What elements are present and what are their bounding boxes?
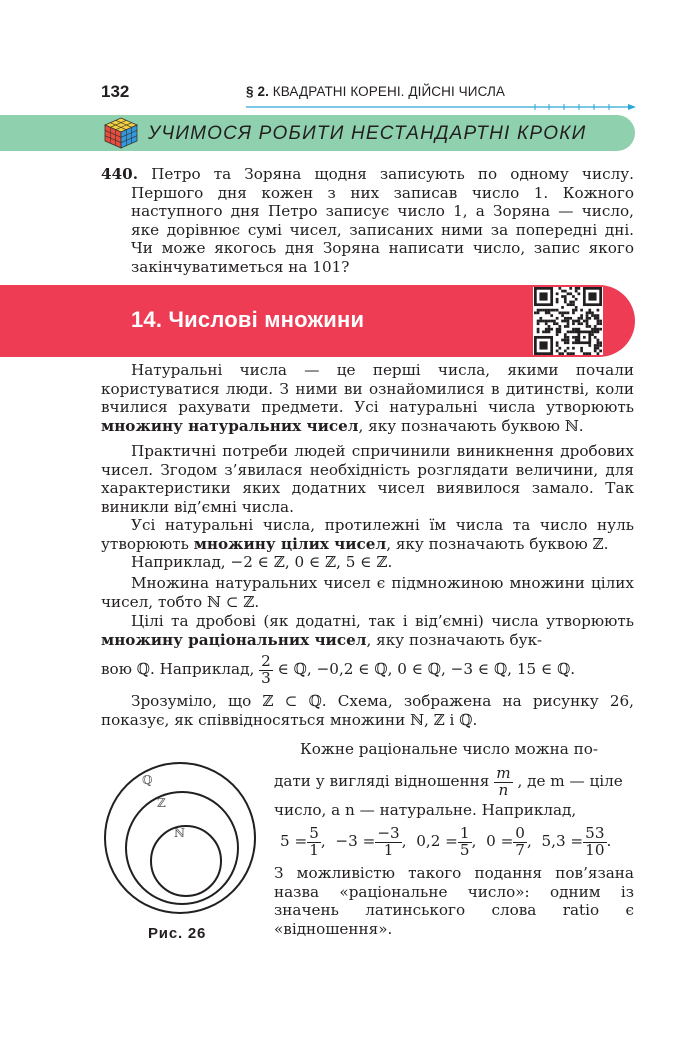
example-separator: . (606, 832, 612, 850)
fraction-denominator: 1 (383, 840, 394, 859)
label-z: ℤ (157, 796, 166, 810)
example-lhs: 5 = (280, 832, 308, 850)
problem-440 (101, 165, 634, 277)
natural-set-circle (151, 826, 221, 896)
rubiks-cube-icon (104, 117, 138, 149)
paragraph-subset: Множина натуральних чисел є підмножиною множини цілих чисел, тобто ℕ ⊂ ℤ. (101, 574, 634, 611)
header-arrow-rule (246, 104, 638, 112)
section-name: Числові множини (168, 307, 365, 332)
fraction-numerator: 53 (585, 823, 605, 842)
example-4 (486, 823, 532, 859)
term-rational-set: множину раціональних чисел (101, 630, 367, 649)
p3-text: Усі натуральні числа, протилежні їм числа та число нуль утворюють (101, 516, 634, 553)
p8-tail: , де m — ціле (517, 772, 623, 790)
section-title (131, 307, 364, 333)
integer-examples: Наприклад, −2 ∈ ℤ, 0 ∈ ℤ, 5 ∈ ℤ. (131, 553, 393, 571)
integer-set-circle (126, 792, 238, 904)
paragraph-scheme: Зрозуміло, що ℤ ⊂ ℚ. Схема, зображена на рисунку 26, показує, як співвідносяться множини ℕ, ℤ і ℚ. (101, 692, 634, 729)
section-number: 14. (131, 307, 163, 332)
example-fraction (583, 823, 606, 859)
example-fraction (307, 823, 321, 859)
example-lhs: 5,3 = (541, 832, 584, 850)
fraction-denominator: 1 (309, 840, 319, 859)
example-1 (280, 823, 326, 859)
p3-tail: , яку позначають буквою ℤ. (386, 534, 609, 553)
p6-tail: , яку позначають бук- (366, 630, 543, 649)
nested-sets-figure (100, 760, 260, 915)
example-lhs: −3 = (335, 832, 376, 850)
ratio-text: З можливістю такого подання пов’язана назва «раціональне число»: одним із значень латинського слова ratio є «відношення». (274, 864, 634, 938)
fraction-denominator: 10 (585, 840, 605, 859)
page-number: 132 (101, 82, 130, 101)
example-3 (416, 823, 477, 859)
example-separator: , (320, 832, 326, 850)
running-header-title: КВАДРАТНІ КОРЕНІ. ДІЙСНІ ЧИСЛА (272, 84, 506, 99)
fraction-numerator: 2 (261, 651, 271, 670)
fraction-two-thirds (259, 651, 273, 687)
example-fraction (375, 823, 401, 859)
problem-number: 440. (101, 165, 138, 183)
running-header (246, 84, 505, 99)
fraction-numerator: m (496, 763, 511, 782)
rational-representation-line2 (274, 762, 623, 800)
paragraph-rationals (101, 612, 634, 649)
fraction-denominator: n (498, 780, 509, 799)
example-fraction (513, 823, 527, 859)
example-5 (541, 823, 612, 859)
fraction-denominator: 3 (261, 668, 271, 687)
rational-representation-line3: число, а n — натуральне. Наприклад, (274, 801, 577, 819)
fraction-numerator: 5 (309, 823, 319, 842)
qr-code-icon (533, 287, 603, 355)
rational-examples (101, 649, 575, 689)
example-separator: , (401, 832, 407, 850)
problem-text: Петро та Зоряна щодня записують по одному числу. Першого дня кожен з них записав число 1. Кожного наступного дня Петро записує число 1, а Зоряна — число, яке дорівнює сумі чисел, записаних ними за попередні дні. Чи може якогось дня Зоряна написати число, запис якого закінчуватиметься на 101? (131, 165, 634, 276)
fraction-numerator: 1 (459, 823, 470, 842)
p8-lead: дати у вигляді відношення (274, 772, 490, 790)
example-lhs: 0,2 = (416, 832, 458, 850)
fraction-denominator: 5 (459, 840, 470, 859)
term-natural-set: множину натуральних чисел (101, 416, 359, 435)
paragraph-integers (101, 516, 634, 553)
fraction-m-over-n (494, 763, 512, 799)
example-separator: , (526, 832, 532, 850)
fraction-numerator: 0 (515, 823, 525, 842)
fraction-numerator: −3 (377, 823, 400, 842)
example-2 (335, 823, 407, 859)
paragraph-natural-numbers (101, 361, 634, 435)
paragraph-ratio (274, 864, 634, 938)
term-integer-set: множину цілих чисел (193, 534, 387, 553)
example-lhs: 0 = (486, 832, 514, 850)
paragraph-fractions: Практичні потреби людей спричинили виникнення дробових чисел. Згодом з’явилася необхідність розглядати величини, для характеристики яких додатних чисел виявилося замало. Так виникли від’ємні числа. (101, 442, 634, 516)
label-n: ℕ (174, 826, 185, 840)
p6-lead: вою ℚ. Наприклад, (101, 660, 255, 678)
section-mark: § 2. (246, 84, 269, 99)
p1-tail: , яку позначають буквою ℕ. (358, 416, 584, 435)
p6-text: Цілі та дробові (як додатні, так і від’ємні) числа утворюють (131, 612, 634, 630)
p1-text: Натуральні числа — це перші числа, якими почали користуватися люди. З ними ви ознайомилися в дитинстві, коли вчилися рахувати предмети. Усі натуральні числа утворюють (101, 361, 634, 417)
fraction-examples-row (280, 821, 611, 861)
fraction-denominator: 7 (515, 840, 525, 859)
figure-caption: Рис. 26 (148, 925, 207, 942)
qr-code[interactable] (533, 287, 603, 355)
example-separator: , (471, 832, 477, 850)
rational-representation-line1: Кожне раціональне число можна по- (300, 740, 599, 758)
example-fraction (458, 823, 472, 859)
banner-title: УЧИМОСЯ РОБИТИ НЕСТАНДАРТНІ КРОКИ (148, 123, 587, 144)
p6-examples: ∈ ℚ, −0,2 ∈ ℚ, 0 ∈ ℚ, −3 ∈ ℚ, 15 ∈ ℚ. (277, 660, 576, 678)
label-q: ℚ (142, 773, 153, 787)
